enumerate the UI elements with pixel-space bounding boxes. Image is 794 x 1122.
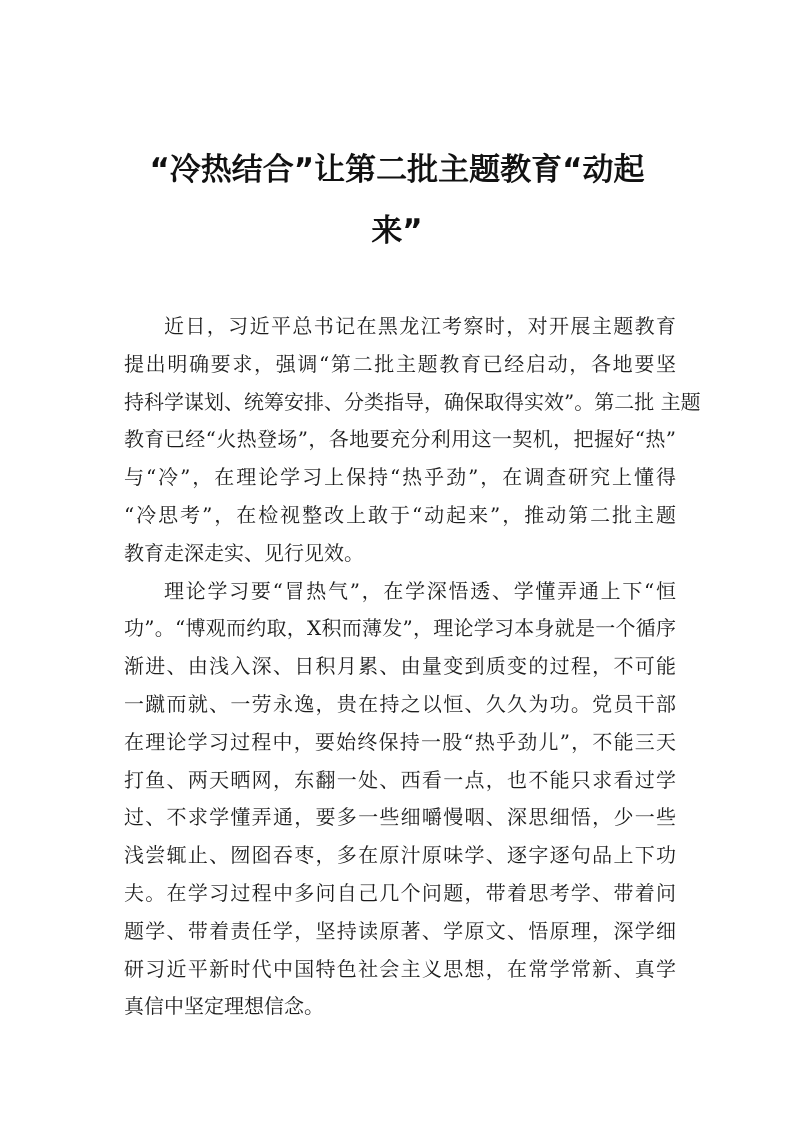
paragraph-line: 过、不求学懂弄通，要多一些细嚼慢咽、深思细悟，少一些 <box>124 805 676 830</box>
paragraph-line: 夫。在学习过程中多问自己几个问题，带着思考学、带着问 <box>124 880 676 905</box>
paragraph-line: 打鱼、两天晒网，东翻一处、西看一点，也不能只求看过学 <box>124 767 676 792</box>
paragraph-1 <box>124 308 701 573</box>
paragraph-line: 提出明确要求，强调“第二批主题教育已经启动，各地要坚 <box>124 351 676 376</box>
paragraph-line: 近日，习近平总书记在黑龙江考察时，对开展主题教育 <box>164 314 676 338</box>
paragraph-line: 浅尝辄止、囫囵吞枣，多在原汁原味学、逐字逐句品上下功 <box>124 843 676 868</box>
paragraph-2 <box>124 573 676 1027</box>
paragraph-line: 与“冷”，在理论学习上保持“热乎劲”，在调查研究上懂得 <box>124 465 676 490</box>
paragraph-line: 功”。“博观而约取，X积而薄发”，理论学习本身就是一个循序 <box>124 616 676 641</box>
paragraph-line: 理论学习要“冒热气”，在学深悟透、学懂弄通上下“恒 <box>164 578 676 603</box>
paragraph-line: 持科学谋划、统筹安排、分类指导，确保取得实效”。第二批 主题 <box>124 389 701 414</box>
paragraph-line: 一蹴而就、一劳永逸，贵在持之以恒、久久为功。党员干部 <box>124 691 676 716</box>
paragraph-line: 教育走深走实、见行见效。 <box>124 540 364 565</box>
paragraph-line: 真信中坚定理想信念。 <box>124 994 324 1019</box>
paragraph-line: “冷思考”，在检视整改上敢于“动起来”，推动第二批主题 <box>124 502 676 527</box>
article-body <box>124 308 701 1026</box>
paragraph-line: 渐进、由浅入深、日积月累、由量变到质变的过程，不可能 <box>124 654 676 679</box>
paragraph-line: 题学、带着责任学，坚持读原著、学原文、悟原理，深学细 <box>124 918 676 943</box>
paragraph-line: 在理论学习过程中，要始终保持一股“热乎劲儿”，不能三天 <box>124 729 676 754</box>
paragraph-line: 教育已经“火热登场”，各地要充分利用这一契机，把握好“热” <box>124 427 676 452</box>
paragraph-line: 研习近平新时代中国特色社会主义思想，在常学常新、真学 <box>124 956 676 981</box>
article-title: “冷热结合”让第二批主题教育“动起来” <box>149 152 645 249</box>
